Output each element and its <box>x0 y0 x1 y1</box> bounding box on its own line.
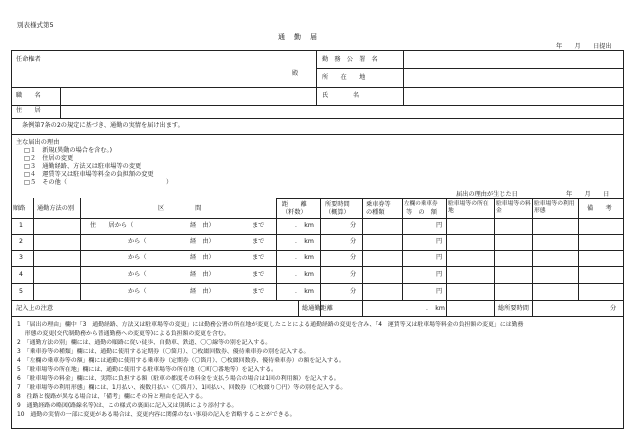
row-to: まで <box>252 222 265 229</box>
row-fare[interactable]: 円 <box>436 271 443 278</box>
row-via[interactable]: 経 由） <box>190 238 215 245</box>
row-distance[interactable]: ． km <box>295 222 314 229</box>
row-fare[interactable]: 円 <box>436 222 443 229</box>
note-item: 形態の変更(交代制勤務から普通勤務への変更等)による負担額の変更を含む。 <box>17 331 230 337</box>
col-header-remarks: 備 考 <box>587 205 612 212</box>
page-title: 通 勤 届 <box>278 33 318 41</box>
col-header-parking-location: 駐車場等の所在地 <box>448 201 489 214</box>
row-via[interactable]: 経 由） <box>190 222 215 229</box>
row-time[interactable]: 分 <box>350 238 357 245</box>
note-item: 4 「左欄の乗車券等の額」欄には通勤に使用する乗車券（定期券（〇箇月）、〇枚綴回数券、優待乗車券）の額を記入する。 <box>17 358 345 364</box>
row-fare[interactable]: 円 <box>436 238 443 245</box>
row-fare[interactable]: 円 <box>436 254 443 261</box>
note-item: 10 通勤の実情の一部に変更がある場合は、変更内容に関係のない事項の記入を省略することができる。 <box>17 412 296 418</box>
row-no: 4 <box>19 271 23 278</box>
reason-date[interactable]: 年 月 日 <box>566 191 610 198</box>
reason-date-label: 届出の理由が生じた日 <box>456 191 518 198</box>
row-from[interactable]: から（ <box>128 238 147 245</box>
col-header-parking-usage: 駐車場等の利用形態 <box>534 201 575 214</box>
row-fare[interactable]: 円 <box>436 288 443 295</box>
total-distance-value[interactable]: ． km <box>426 305 445 312</box>
dono-label: 殿 <box>292 70 299 77</box>
row-via[interactable]: 経 由） <box>190 271 215 278</box>
address-label: 住 居 <box>16 107 41 114</box>
row-to: まで <box>252 271 265 278</box>
submission-date[interactable]: 年 月 日提出 <box>556 43 612 50</box>
col-header-time-note: （概算） <box>325 209 350 216</box>
note-item: 7 「駐車場等の利用形態」欄には、1月払い、複数月払い（〇箇月）、1回払い、回数券（〇枚綴り〇円）等の別を記入する。 <box>17 385 347 391</box>
appointer-label: 任命権者 <box>16 56 41 63</box>
col-header-parking-fee: 駐車場等の料金 <box>496 201 531 214</box>
notes-label: 記入上の注意 <box>16 305 54 312</box>
location-label: 所 在 地 <box>322 74 366 81</box>
row-via[interactable]: 経 由） <box>190 288 215 295</box>
row-to: まで <box>252 288 265 295</box>
col-header-ticket-type: の種類 <box>366 209 385 216</box>
row-to: まで <box>252 238 265 245</box>
note-item: 6 「駐車場等の料金」欄には、実際に負担する額（駐車の都度その料金を支払う場合の場合は1回の利用額）を記入する。 <box>17 376 340 382</box>
note-item: 1 「届出の理由」欄中「3 通勤経路、方法又は駐車場等の変更」には勤務公署の所在地が変更したことによる通勤経路の変更を含み、「4 運賃等又は駐車場等料金の負担額の変更」には勤務 <box>17 322 524 328</box>
name-label: 氏 名 <box>322 92 360 99</box>
col-header-ticket: 乗車券等 <box>366 201 391 208</box>
note-item: 8 往路と復路が異なる場合は、「備考」欄にその旨と理由を記入する。 <box>17 394 207 400</box>
col-header-fare: 左欄の乗車券 <box>404 201 438 207</box>
col-header-time: 所要時間 <box>325 201 350 208</box>
row-from[interactable]: 住 居から（ <box>90 222 134 229</box>
row-time[interactable]: 分 <box>350 222 357 229</box>
reason-item[interactable]: □２ 住居の変更 <box>24 154 74 162</box>
position-label: 職 名 <box>16 92 41 99</box>
row-distance[interactable]: ． km <box>295 238 314 245</box>
statement: 条例第7条の2の規定に基づき、通勤の実情を届け出ます。 <box>22 122 184 129</box>
row-no: 3 <box>19 254 23 261</box>
row-via[interactable]: 経 由） <box>190 254 215 261</box>
note-item: 2 「通勤方法の別」欄には、通勤の順路に従い徒歩、自動車、鉄道、〇〇線等の別を記入する。 <box>17 340 272 346</box>
row-from[interactable]: から（ <box>128 288 147 295</box>
row-distance[interactable]: ． km <box>295 254 314 261</box>
row-distance[interactable]: ． km <box>295 271 314 278</box>
row-no: 1 <box>19 222 23 229</box>
col-header-no: 順路 <box>13 205 26 212</box>
note-item: 3 「乗車券等の種類」欄には、通勤に使用する定期券（〇箇月）、〇枚綴回数券、優待乗車券の別を記入する。 <box>17 349 310 355</box>
reason-item[interactable]: □４ 運賃等又は駐車場等料金の負担額の変更 <box>24 170 154 178</box>
col-header-distance: 距 離 <box>282 201 307 208</box>
row-no: 5 <box>19 288 23 295</box>
row-time[interactable]: 分 <box>350 271 357 278</box>
note-item: 5 「駐車場等の所在地」欄には、通勤に使用する駐車場等の所在地（〇町〇番地等）を記入する。 <box>17 367 277 373</box>
workplace-label: 勤 務 公 署 名 <box>322 56 378 63</box>
reason-item[interactable]: □１ 新規(異動の場合を含む。) <box>24 146 113 154</box>
row-to: まで <box>252 254 265 261</box>
total-distance-label: 総通勤距離 <box>302 305 333 312</box>
form-id: 別表様式第5 <box>17 21 54 29</box>
total-time-label: 総所要時間 <box>498 305 529 312</box>
row-from[interactable]: から（ <box>128 254 147 261</box>
row-distance[interactable]: ． km <box>295 288 314 295</box>
col-header-method: 通勤方法の別 <box>37 205 75 212</box>
row-time[interactable]: 分 <box>350 254 357 261</box>
reasons-heading: 主な届出の理由 <box>16 139 60 146</box>
row-from[interactable]: から（ <box>128 271 147 278</box>
note-item: 9 通勤経路の略図(路線名等)は、この様式の裏面に記入又は別紙により添付する。 <box>17 403 238 409</box>
col-header-section: 区 間 <box>158 205 202 212</box>
col-header-fare-amount: 等 の 額 <box>406 209 437 216</box>
row-time[interactable]: 分 <box>350 288 357 295</box>
reason-item[interactable]: □５ その他（ ） <box>24 178 173 186</box>
col-header-distance-unit: （粁数） <box>282 209 307 216</box>
reason-item[interactable]: □３ 通勤経路、方法又は駐車場等の変更 <box>24 162 142 170</box>
row-no: 2 <box>19 238 23 245</box>
total-time-unit[interactable]: 分 <box>610 305 617 312</box>
